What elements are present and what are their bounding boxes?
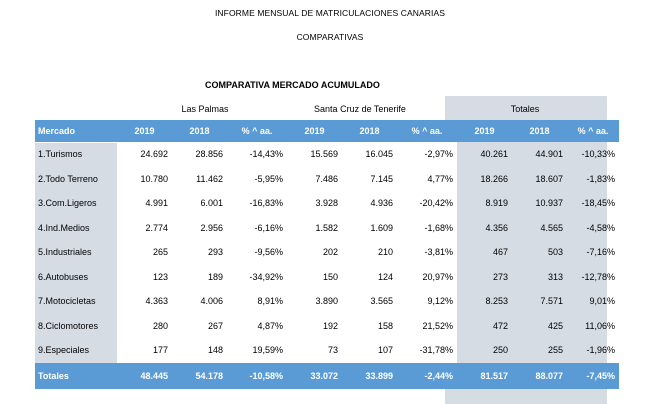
table-cell: 8.253 [485,296,508,307]
table-cell: 10.937 [535,198,563,209]
table-row [35,167,619,192]
totals-cell: 81.517 [457,363,512,389]
table-cell: 192 [287,314,342,339]
market-comparison-table [35,120,619,389]
table-cell: 11.462 [172,167,227,192]
table-cell: 9,12% [397,289,457,314]
market-name-cell: 1.Turismos [38,149,83,160]
report-subtitle: COMPARATIVAS [296,32,364,42]
table-cell: 3.565 [342,289,397,314]
totals-cell: 54.178 [172,363,227,389]
table-row [35,142,619,167]
table-cell: 148 [172,338,227,363]
totals-row [35,363,619,389]
market-name-cell: 2.Todo Terreno [38,173,98,184]
table-cell: 280 [117,314,172,339]
header-cell: 2018 [172,120,227,142]
table-cell: 24.692 [117,142,172,167]
header-cell: 2019 [117,120,172,142]
table-row [35,338,619,363]
table-cell: 3.890 [287,289,342,314]
table-cell: 4.363 [117,289,172,314]
table-cell: 273 [492,271,508,282]
table-cell: 7.486 [287,167,342,192]
table-cell: 7.571 [540,296,563,307]
section-title: COMPARATIVA MERCADO ACUMULADO [205,80,380,90]
table-cell: 250 [492,345,508,356]
group-label-las-palmas: Las Palmas [181,104,229,114]
table-cell: -34,92% [227,265,287,290]
table-row [35,240,619,265]
table-cell: 10.780 [117,167,172,192]
table-cell: -1,96% [586,345,615,356]
table-cell: 4,87% [227,314,287,339]
table-cell: 467 [492,247,508,258]
table-cell: 503 [547,247,563,258]
table-row [35,191,619,216]
table-cell: 107 [342,338,397,363]
table-cell: 4.565 [540,222,563,233]
totals-cell: 33.899 [342,363,397,389]
table-cell: -4,58% [586,222,615,233]
market-name-cell: 8.Ciclomotores [38,320,99,331]
totals-cell: 48.445 [117,363,172,389]
totals-cell: -10,58% [227,363,287,389]
header-cell: 2019 [457,120,512,142]
totals-cell: 88.077 [512,363,567,389]
table-cell: 210 [342,240,397,265]
table-cell: -5,95% [227,167,287,192]
market-name-cell: 4.Ind.Medios [38,222,90,233]
table-cell: 4.936 [342,191,397,216]
table-cell: 123 [117,265,172,290]
table-cell: 177 [117,338,172,363]
table-cell: -10,33% [581,149,615,160]
header-cell: 2019 [287,120,342,142]
table-cell: 202 [287,240,342,265]
table-cell: 293 [172,240,227,265]
table-cell: -14,43% [227,142,287,167]
table-cell: 40.261 [480,149,508,160]
table-cell: 2.956 [172,216,227,241]
market-name-cell: 9.Especiales [38,345,90,356]
table-row [35,265,619,290]
table-cell: -2,97% [397,142,457,167]
table-cell: 2.774 [117,216,172,241]
table-cell: -6,16% [227,216,287,241]
market-name-cell: 7.Motocicletas [38,296,96,307]
table-row [35,289,619,314]
group-label-santa-cruz: Santa Cruz de Tenerife [314,104,406,114]
table-row [35,314,619,339]
header-cell: Mercado [35,120,117,142]
table-cell: -7,16% [586,247,615,258]
table-row [35,216,619,241]
table-cell: 472 [492,320,508,331]
table-cell: 1.609 [342,216,397,241]
totals-cell: -7,45% [567,363,619,389]
report-title: INFORME MENSUAL DE MATRICULACIONES CANARIAS [214,8,446,18]
totals-cell: -2,44% [397,363,457,389]
table-cell: 150 [287,265,342,290]
header-cell: % ^ aa. [397,120,457,142]
table-cell: 425 [547,320,563,331]
table-cell: -1,68% [397,216,457,241]
header-cell: 2018 [342,120,397,142]
table-cell: -3,81% [397,240,457,265]
table-cell: 267 [172,314,227,339]
table-cell: 4.991 [117,191,172,216]
table-cell: 1.582 [287,216,342,241]
totals-cell: Totales [35,363,117,389]
header-cell: % ^ aa. [567,120,619,142]
table-cell: 44.901 [535,149,563,160]
table-cell: -9,56% [227,240,287,265]
table-cell: 189 [172,265,227,290]
header-cell: 2018 [512,120,567,142]
table-cell: 18.607 [535,173,563,184]
market-name-cell: 6.Autobuses [38,271,89,282]
table-cell: 4,77% [397,167,457,192]
table-cell: 3.928 [287,191,342,216]
table-cell: 28.856 [172,142,227,167]
table-cell: 6.001 [172,191,227,216]
table-cell: 16.045 [342,142,397,167]
table-cell: -1,83% [586,173,615,184]
table-cell: 158 [342,314,397,339]
table-cell: 21,52% [397,314,457,339]
table-cell: 19,59% [227,338,287,363]
table-cell: 4.356 [485,222,508,233]
table-cell: 4.006 [172,289,227,314]
table-cell: -12,78% [581,271,615,282]
table-cell: 313 [547,271,563,282]
table-cell: 8.919 [485,198,508,209]
table-cell: -18,45% [581,198,615,209]
table-cell: -20,42% [397,191,457,216]
table-cell: 18.266 [480,173,508,184]
table-cell: 265 [117,240,172,265]
market-name-cell: 5.Industriales [38,247,92,258]
table-cell: 73 [287,338,342,363]
table-cell: 124 [342,265,397,290]
table-cell: 15.569 [287,142,342,167]
market-name-cell: 3.Com.Ligeros [38,198,97,209]
table-cell: 20,97% [397,265,457,290]
table-cell: 255 [547,345,563,356]
table-cell: -31,78% [397,338,457,363]
table-cell: 7.145 [342,167,397,192]
table-cell: 8,91% [227,289,287,314]
totals-cell: 33.072 [287,363,342,389]
table-cell: 9,01% [589,296,615,307]
group-label-totales: Totales [510,104,540,114]
table-cell: 11,06% [585,320,615,331]
header-cell: % ^ aa. [227,120,287,142]
table-header-row [35,120,619,142]
table-cell: -16,83% [227,191,287,216]
